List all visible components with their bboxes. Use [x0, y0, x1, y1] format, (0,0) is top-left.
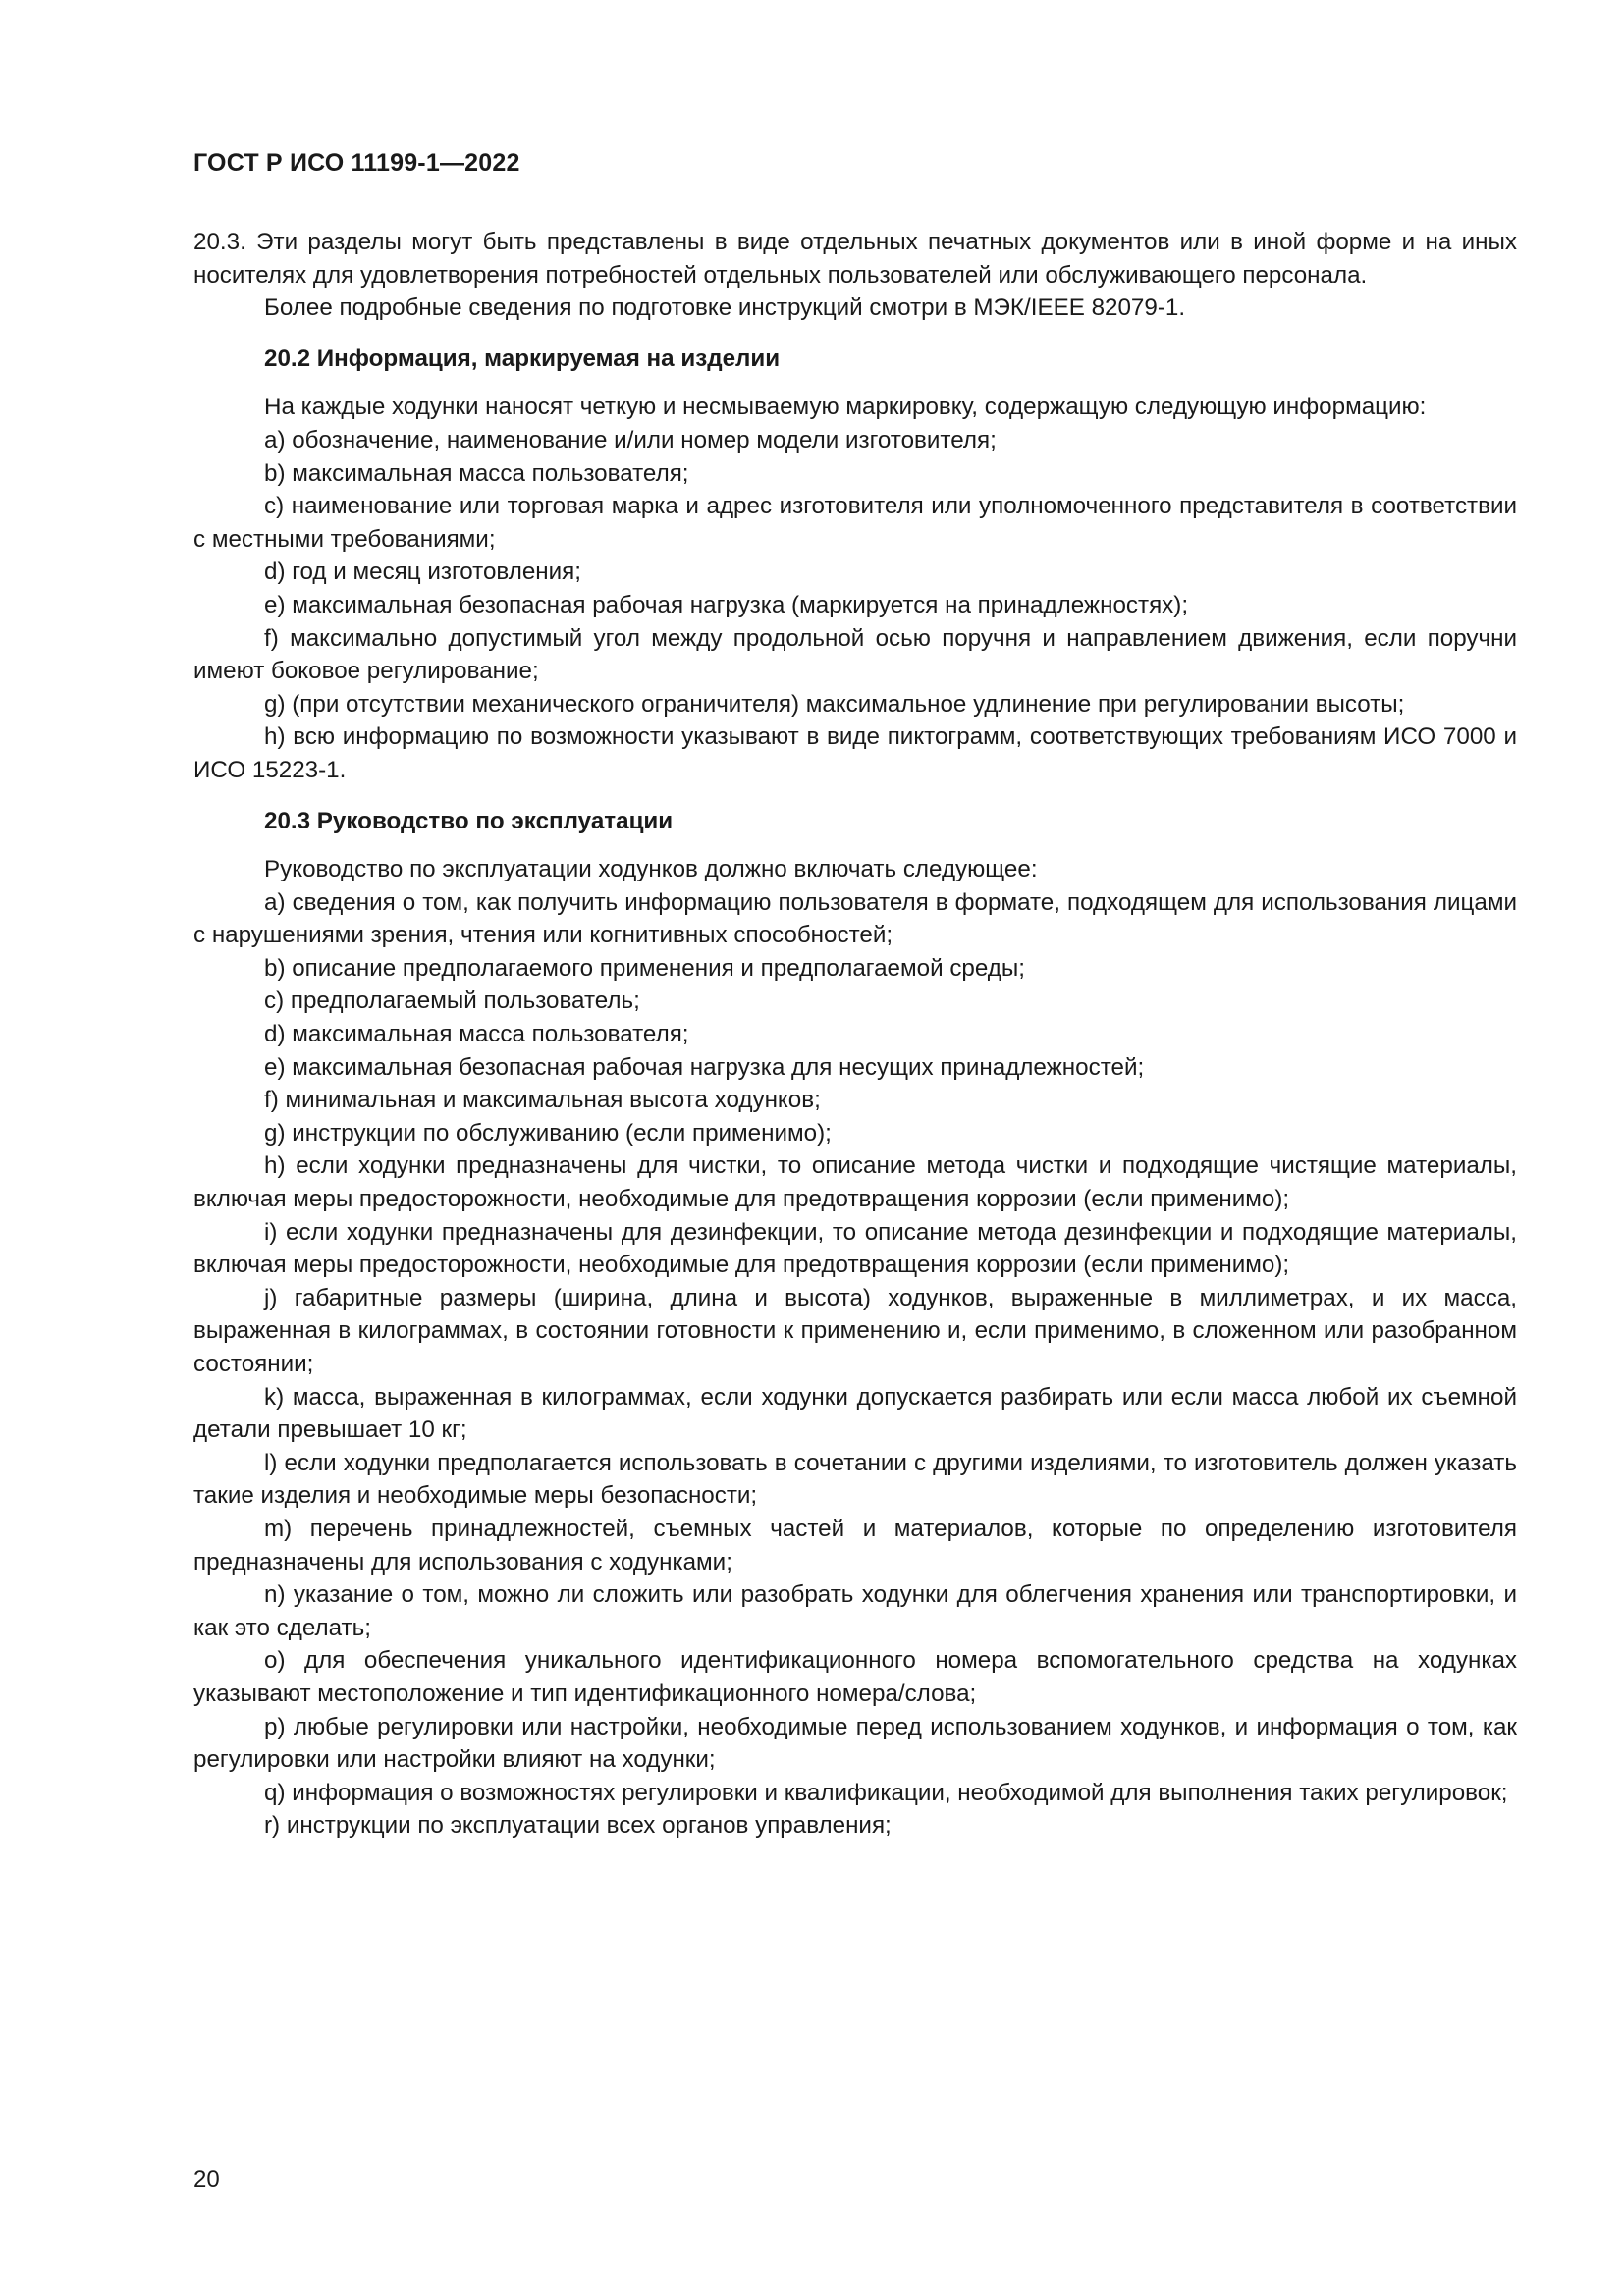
- list-item: o) для обеспечения уникального идентификационного номера вспомогательного средства на ходунках указывают местоположение и тип идентификационного номера/слова;: [193, 1647, 1517, 1707]
- intro-reference-paragraph: Более подробные сведения по подготовке инструкций смотри в МЭК/IEEE 82079-1.: [264, 294, 1186, 322]
- list-item: j) габаритные размеры (ширина, длина и высота) ходунков, выраженные в миллиметрах, и их масса, выраженная в килограммах, в состоянии готовности к применению и, если применимо, в сложенном или разобранном состоянии;: [193, 1284, 1517, 1377]
- list-item: k) масса, выраженная в килограммах, если ходунки допускается разбирать или если масса любой их съемной детали превышает 10 кг;: [193, 1383, 1517, 1444]
- intro-continuation-paragraph: 20.3. Эти разделы могут быть представлены в виде отдельных печатных документов или в иной форме и на иных носителях для удовлетворения потребностей отдельных пользователей или обслуживающего персонала.: [193, 229, 1517, 289]
- list-item: f) минимальная и максимальная высота ходунков;: [264, 1087, 821, 1114]
- list-item: h) всю информацию по возможности указывают в виде пиктограмм, соответствующих требованиям ИСО 7000 и ИСО 15223-1.: [193, 723, 1517, 783]
- list-item: f) максимально допустимый угол между продольной осью поручня и направлением движения, если поручни имеют боковое регулирование;: [193, 624, 1517, 685]
- list-item: e) максимальная безопасная рабочая нагрузка (маркируется на принадлежностях);: [264, 591, 1189, 618]
- page-body: [193, 226, 1517, 1842]
- list-item: h) если ходунки предназначены для чистки, то описание метода чистки и подходящие чистящие материалы, включая меры предосторожности, необходимые для предотвращения коррозии (если применимо);: [193, 1152, 1517, 1213]
- list-item: a) сведения о том, как получить информацию пользователя в формате, подходящем для использования лицами с нарушениями зрения, чтения или когнитивных способностей;: [193, 888, 1517, 949]
- list-item: p) любые регулировки или настройки, необходимые перед использованием ходунков, и информация о том, как регулировки или настройки влияют на ходунки;: [193, 1713, 1517, 1774]
- list-item: i) если ходунки предназначены для дезинфекции, то описание метода дезинфекции и подходящие материалы, включая меры предосторожности, необходимые для предотвращения коррозии (если применимо);: [193, 1218, 1517, 1279]
- list-item: c) предполагаемый пользователь;: [264, 988, 640, 1015]
- list-item: r) инструкции по эксплуатации всех органов управления;: [264, 1812, 892, 1840]
- list-item: b) описание предполагаемого применения и предполагаемой среды;: [264, 954, 1026, 982]
- list-item: n) указание о том, можно ли сложить или разобрать ходунки для облегчения хранения или транспортировки, и как это сделать;: [193, 1581, 1517, 1641]
- section-20-2-heading: 20.2 Информация, маркируемая на изделии: [264, 345, 781, 372]
- section-20-3-list: [193, 886, 1517, 1842]
- list-item: m) перечень принадлежностей, съемных частей и материалов, которые по определению изготовителя предназначены для использования с ходунками;: [193, 1515, 1517, 1575]
- page-number: 20: [193, 2166, 220, 2193]
- list-item: q) информация о возможностях регулировки и квалификации, необходимой для выполнения таких регулировок;: [264, 1779, 1508, 1806]
- section-20-2-list: [193, 424, 1517, 787]
- list-item: d) максимальная масса пользователя;: [264, 1021, 689, 1048]
- list-item: c) наименование или торговая марка и адрес изготовителя или уполномоченного представителя в соответствии с местными требованиями;: [193, 493, 1517, 553]
- list-item: a) обозначение, наименование и/или номер модели изготовителя;: [264, 426, 997, 454]
- list-item: g) (при отсутствии механического ограничителя) максимальное удлинение при регулировании высоты;: [264, 690, 1405, 718]
- section-20-2-lead: На каждые ходунки наносят четкую и несмываемую маркировку, содержащую следующую информацию:: [264, 394, 1427, 421]
- list-item: d) год и месяц изготовления;: [264, 559, 581, 586]
- section-20-3-lead: Руководство по эксплуатации ходунков должно включать следующее:: [264, 856, 1038, 883]
- list-item: b) максимальная масса пользователя;: [264, 459, 689, 487]
- list-item: g) инструкции по обслуживанию (если применимо);: [264, 1119, 832, 1147]
- list-item: e) максимальная безопасная рабочая нагрузка для несущих принадлежностей;: [264, 1053, 1145, 1081]
- document-header: ГОСТ Р ИСО 11199-1—2022: [193, 149, 520, 177]
- section-20-3-heading: 20.3 Руководство по эксплуатации: [264, 807, 674, 834]
- list-item: l) если ходунки предполагается использовать в сочетании с другими изделиями, то изготовитель должен указать такие изделия и необходимые меры безопасности;: [193, 1449, 1517, 1510]
